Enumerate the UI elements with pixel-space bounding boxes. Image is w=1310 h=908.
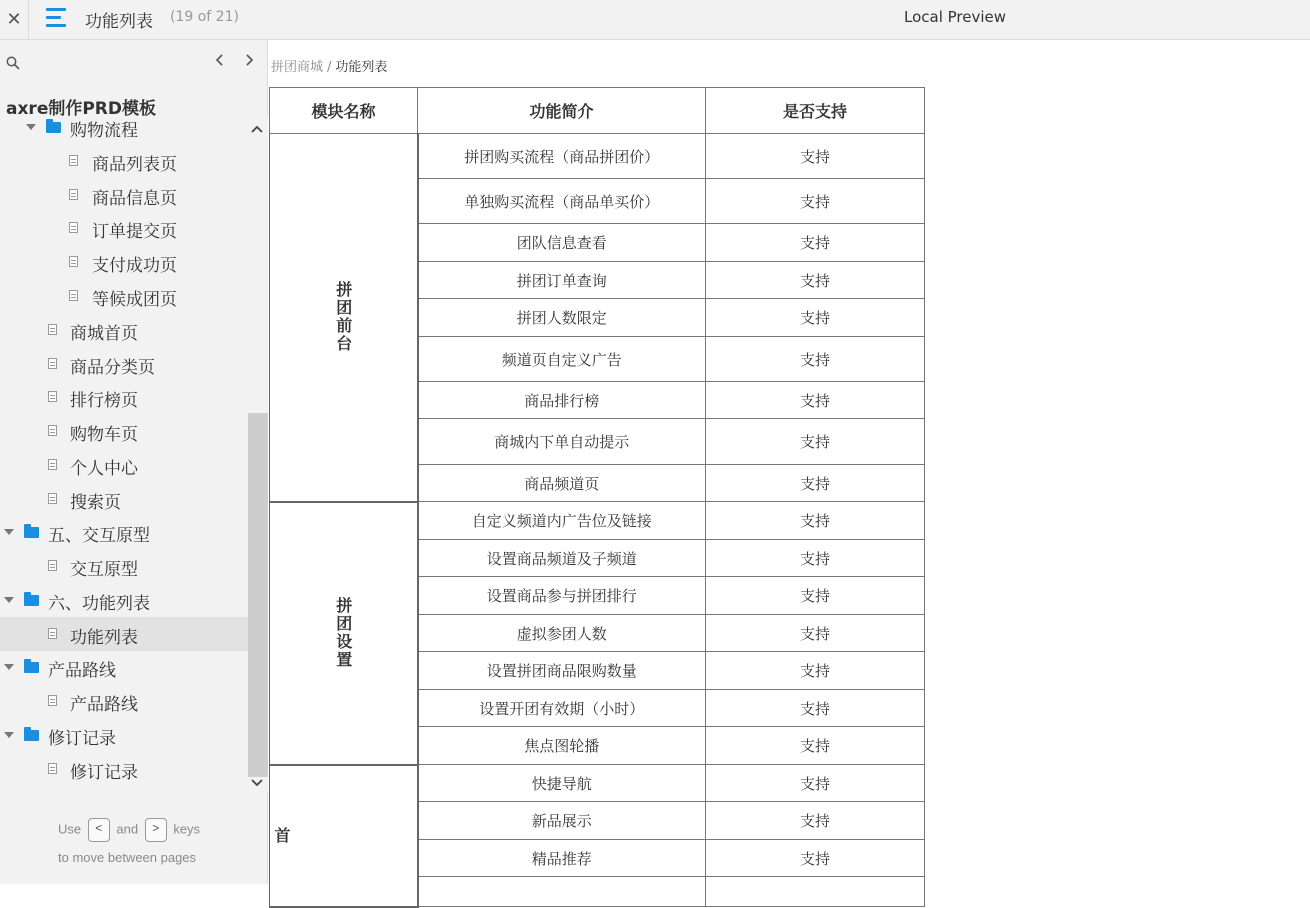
page-tree [0, 116, 248, 788]
support-cell: 支持 [706, 577, 925, 615]
chevron-left-icon [215, 53, 225, 67]
support-cell: 支持 [706, 540, 925, 577]
tree-folder-revisions[interactable]: 修订记录 [0, 718, 248, 752]
tree-item-ranking[interactable]: 排行榜页 [0, 380, 248, 414]
support-cell: 支持 [706, 134, 925, 179]
tree-item-search[interactable]: 搜索页 [0, 482, 248, 516]
tree-item-payment-success[interactable]: 支付成功页 [0, 245, 248, 279]
page-icon [48, 459, 57, 470]
chevron-right-icon [244, 53, 254, 67]
page-icon [69, 189, 78, 200]
support-cell: 支持 [706, 802, 925, 840]
close-icon: ✕ [6, 9, 22, 30]
tree-item-cart[interactable]: 购物车页 [0, 414, 248, 448]
prev-key-icon: < [88, 818, 110, 842]
support-cell: 支持 [706, 262, 925, 299]
table-row [270, 765, 925, 802]
folder-icon [24, 527, 39, 538]
chevron-down-icon [4, 732, 14, 738]
tree-item-user-center[interactable]: 个人中心 [0, 448, 248, 482]
feature-cell: 商城内下单自动提示 [418, 419, 706, 465]
page-icon [48, 324, 57, 335]
module-cell: 首 [270, 765, 418, 907]
support-cell: 支持 [706, 727, 925, 765]
page-icon [48, 358, 57, 369]
sidebar [0, 40, 268, 884]
feature-cell: 拼团购买流程（商品拼团价） [418, 134, 706, 179]
breadcrumb-separator: / [327, 60, 332, 75]
folder-icon [24, 595, 39, 606]
feature-cell: 团队信息查看 [418, 224, 706, 262]
feature-cell: 精品推荐 [418, 840, 706, 877]
page-icon [48, 695, 57, 706]
feature-cell: 拼团人数限定 [418, 299, 706, 337]
support-cell: 支持 [706, 224, 925, 262]
page-icon [48, 391, 57, 402]
chevron-down-icon[interactable] [250, 778, 264, 788]
page-icon [48, 493, 57, 504]
feature-cell: 新品展示 [418, 802, 706, 840]
page-counter: (19 of 21) [170, 9, 239, 25]
chevron-down-icon [4, 664, 14, 670]
table-row [270, 134, 925, 179]
header-support: 是否支持 [706, 88, 925, 134]
tree-item-product-list[interactable]: 商品列表页 [0, 144, 248, 178]
support-cell: 支持 [706, 765, 925, 802]
search-icon[interactable] [6, 56, 20, 70]
prev-page-button[interactable] [212, 52, 228, 72]
feature-cell: 焦点图轮播 [418, 727, 706, 765]
feature-cell [418, 877, 706, 907]
feature-cell: 设置开团有效期（小时） [418, 690, 706, 727]
scrollbar-thumb[interactable] [248, 413, 268, 777]
page-title: 功能列表 [85, 12, 153, 32]
header-feature: 功能简介 [418, 88, 706, 134]
tree-folder-interaction[interactable]: 五、交互原型 [0, 515, 248, 549]
preview-label: Local Preview [904, 8, 1007, 26]
feature-cell: 设置商品参与拼团排行 [418, 577, 706, 615]
feature-cell: 设置商品频道及子频道 [418, 540, 706, 577]
menu-icon[interactable] [46, 8, 70, 30]
project-title: axre制作PRD模板 [6, 99, 157, 119]
tree-folder-shopping-flow[interactable]: 购物流程 [0, 116, 248, 144]
chevron-up-icon[interactable] [250, 124, 264, 134]
folder-icon [46, 122, 61, 133]
folder-icon [24, 662, 39, 673]
feature-cell: 拼团订单查询 [418, 262, 706, 299]
close-button[interactable] [0, 0, 29, 39]
breadcrumb-parent[interactable]: 拼团商城 [271, 60, 324, 75]
feature-table-container [269, 87, 925, 908]
module-cell: 拼团设置 [270, 502, 418, 765]
page-icon [48, 628, 57, 639]
tree-folder-roadmap[interactable]: 产品路线 [0, 650, 248, 684]
support-cell [706, 877, 925, 907]
page-icon [69, 290, 78, 301]
keyboard-help-line2: to move between pages [58, 850, 197, 865]
feature-cell: 虚拟参团人数 [418, 615, 706, 652]
breadcrumb [271, 56, 387, 75]
tree-item-revisions[interactable]: 修订记录 [0, 752, 248, 786]
tree-item-product-info[interactable]: 商品信息页 [0, 178, 248, 212]
support-cell: 支持 [706, 337, 925, 382]
next-key-icon: > [145, 818, 167, 842]
support-cell: 支持 [706, 502, 925, 540]
keyboard-help: Use < and > keys [58, 818, 200, 842]
feature-cell: 商品排行榜 [418, 382, 706, 419]
chevron-down-icon [4, 597, 14, 603]
tree-folder-feature-list[interactable]: 六、功能列表 [0, 583, 248, 617]
feature-cell: 单独购买流程（商品单买价） [418, 179, 706, 224]
page-icon [48, 763, 57, 774]
chevron-down-icon [26, 124, 36, 130]
folder-icon [24, 730, 39, 741]
tree-item-feature-list[interactable]: 功能列表 [0, 617, 248, 651]
support-cell: 支持 [706, 465, 925, 502]
tree-item-mall-home[interactable]: 商城首页 [0, 313, 248, 347]
support-cell: 支持 [706, 419, 925, 465]
support-cell: 支持 [706, 299, 925, 337]
feature-cell: 商品频道页 [418, 465, 706, 502]
page-icon [69, 222, 78, 233]
page-icon [69, 155, 78, 166]
page-icon [48, 560, 57, 571]
support-cell: 支持 [706, 382, 925, 419]
table-header-row [270, 88, 925, 134]
next-page-button[interactable] [241, 52, 257, 72]
top-bar [0, 0, 1310, 40]
breadcrumb-current: 功能列表 [335, 60, 388, 75]
tree-item-order-submit[interactable]: 订单提交页 [0, 211, 248, 245]
feature-cell: 快捷导航 [418, 765, 706, 802]
support-cell: 支持 [706, 690, 925, 727]
table-row [270, 502, 925, 540]
support-cell: 支持 [706, 840, 925, 877]
tree-item-roadmap[interactable]: 产品路线 [0, 684, 248, 718]
module-cell: 拼团前台 [270, 134, 418, 502]
chevron-down-icon [4, 529, 14, 535]
feature-cell: 设置拼团商品限购数量 [418, 652, 706, 690]
feature-cell: 自定义频道内广告位及链接 [418, 502, 706, 540]
tree-item-category[interactable]: 商品分类页 [0, 347, 248, 381]
support-cell: 支持 [706, 179, 925, 224]
tree-item-interaction[interactable]: 交互原型 [0, 549, 248, 583]
feature-cell: 频道页自定义广告 [418, 337, 706, 382]
page-icon [69, 256, 78, 267]
support-cell: 支持 [706, 615, 925, 652]
page-icon [48, 425, 57, 436]
header-module: 模块名称 [270, 88, 418, 134]
feature-table [269, 87, 925, 908]
tree-item-waiting-group[interactable]: 等候成团页 [0, 279, 248, 313]
support-cell: 支持 [706, 652, 925, 690]
